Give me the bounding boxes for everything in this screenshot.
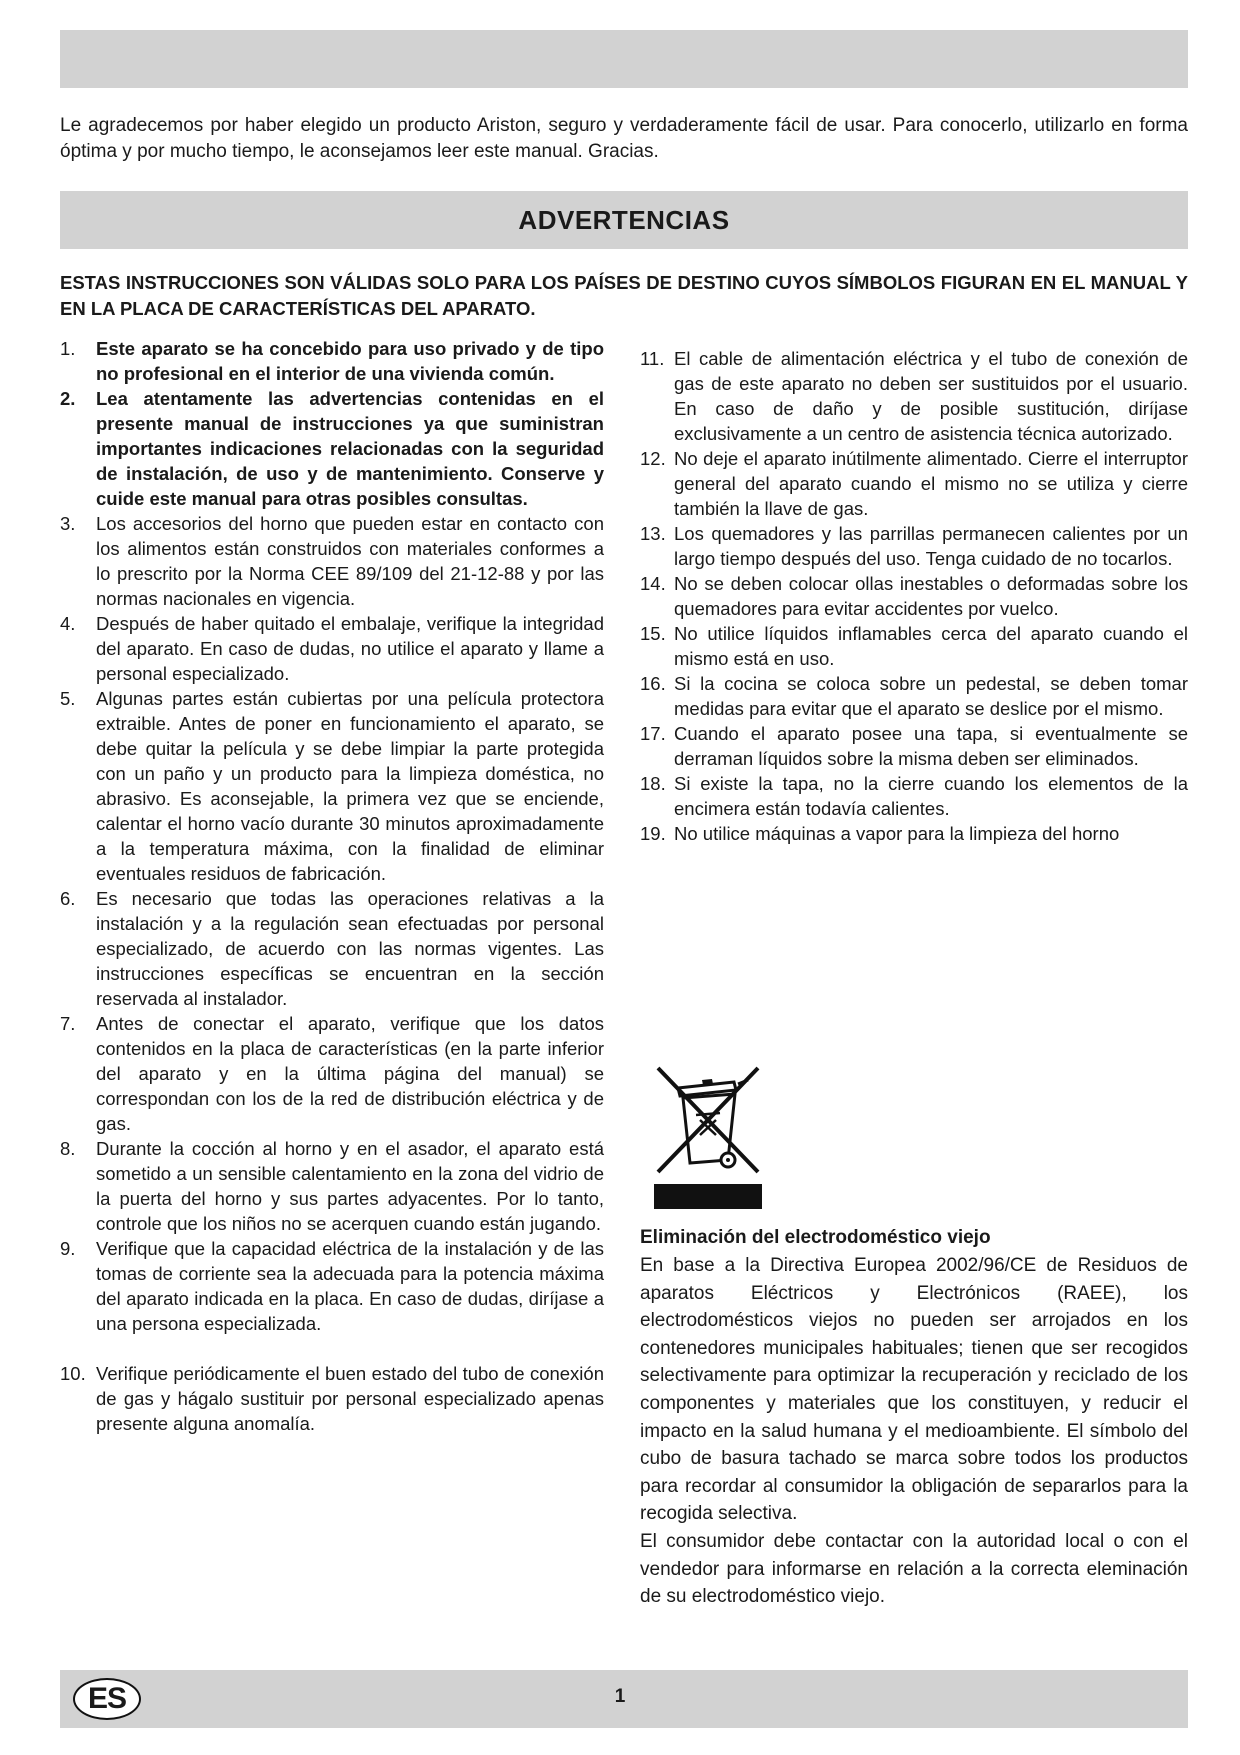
item-text: Antes de conectar el aparato, verifique que los datos contenidos en la placa de características (en la parte inferior del aparato y en la última página del manual) se correspondan con los de la red de distribución eléctrica y de gas. [96,1013,604,1134]
item-text: No utilice líquidos inflamables cerca del aparato cuando el mismo está en uso. [674,623,1188,669]
item-number: 12. [640,448,666,469]
warning-item [60,1136,604,1236]
item-number: 9. [60,1238,76,1259]
item-number: 14. [640,573,666,594]
item-number: 11. [640,348,665,369]
warning-item [640,571,1188,621]
item-text: Es necesario que todas las operaciones relativas a la instalación y a la regulación sean efectuadas por personal especializado, de acuerdo con las normas vigentes. Las instrucciones específicas se encuentran en la sección reservada al instalador. [96,888,604,1009]
warning-item [60,611,604,686]
section-title: ADVERTENCIAS [518,204,730,235]
warning-item [640,346,1188,446]
item-number: 16. [640,673,666,694]
warning-item [640,771,1188,821]
warning-item [60,886,604,1011]
language-badge: ES [73,1678,141,1720]
disposal-paragraph: En base a la Directiva Europea 2002/96/CE de Residuos de aparatos Eléctricos y Electrónicos (RAEE), los electrodomésticos viejos no pueden ser arrojados en los contenedores municipales habituales; tienen que ser recogidos selectivamente para optimizar la recuperación y reciclado de los componentes y materiales que los constituyen, y reducir el impacto en la salud humana y el medioambiente. El símbolo del cubo de basura tachado se marca sobre todos los productos para recordar al consumidor la obligación de separarlos para la recogida selectiva. [640,1255,1188,1525]
warning-item [60,336,604,386]
item-number: 8. [60,1138,76,1159]
item-number: 15. [640,623,666,644]
header-bar [60,30,1188,88]
item-number: 2. [60,388,76,409]
item-number: 17. [640,723,666,744]
disposal-text [640,1252,1188,1611]
item-number: 3. [60,513,76,534]
item-text: Si existe la tapa, no la cierre cuando los elementos de la encimera están todavía calientes. [674,773,1188,819]
warning-item [640,821,1188,846]
item-text: No se deben colocar ollas inestables o deformadas sobre los quemadores para evitar accidentes por vuelco. [674,573,1188,619]
item-text: Durante la cocción al horno y en el asador, el aparato está sometido a un sensible calentamiento en la zona del vidrio de la puerta del horno y sus partes adyacentes. Por lo tanto, controle que los niños no se acerquen cuando están jugando. [96,1138,604,1234]
item-text: Este aparato se ha concebido para uso privado y de tipo no profesional en el interior de una vivienda común. [96,338,604,384]
item-number: 4. [60,613,76,634]
item-number: 5. [60,688,76,709]
intro-text: Le agradecemos por haber elegido un producto Ariston, seguro y verdaderamente fácil de usar. Para conocerlo, utilizarlo en forma óptima y por mucho tiempo, le aconsejamos leer este manual. Gracias. [60,115,1188,162]
item-number: 1. [60,338,76,359]
item-text: Cuando el aparato posee una tapa, si eventualmente se derraman líquidos sobre la misma deben ser eliminados. [674,723,1188,769]
warning-item [60,1011,604,1136]
warning-item [640,521,1188,571]
item-number: 13. [640,523,666,544]
section-header [60,191,1188,249]
disposal-title: Eliminación del electrodoméstico viejo [640,1227,991,1248]
item-text: No deje el aparato inútilmente alimentado. Cierre el interruptor general del aparato cuando el mismo no se utiliza y cierre también la llave de gas. [674,448,1188,519]
warning-item [640,621,1188,671]
warning-item [60,686,604,886]
item-number: 7. [60,1013,76,1034]
item-text: Verifique periódicamente el buen estado del tubo de conexión de gas y hágalo sustituir por personal especializado apenas presente alguna anomalía. [96,1363,604,1434]
item-number: 6. [60,888,76,909]
warning-item [60,1361,604,1436]
warning-item [60,1236,604,1336]
validity-notice: ESTAS INSTRUCCIONES SON VÁLIDAS SOLO PARA LOS PAÍSES DE DESTINO CUYOS SÍMBOLOS FIGURAN EN EL MANUAL Y EN LA PLACA DE CARACTERÍSTICAS DEL APARATO. [60,272,1188,319]
warnings-right-column [640,346,1188,846]
page-number: 1 [614,1686,626,1707]
disposal-paragraph: El consumidor debe contactar con la autoridad local o con el vendedor para informarse en relación a la correcta eleminación de su electrodoméstico viejo. [640,1530,1188,1608]
item-number: 10. [60,1363,86,1384]
item-text: Los quemadores y las parrillas permanecen calientes por un largo tiempo después del uso. Tenga cuidado de no tocarlos. [674,523,1188,569]
item-text: El cable de alimentación eléctrica y el tubo de conexión de gas de este aparato no deben ser sustituidos por el usuario. En caso de daño y de posible sustitución, diríjase exclusivamente a un centro de asistencia técnica autorizado. [674,348,1188,444]
item-text: Verifique que la capacidad eléctrica de la instalación y de las tomas de corriente sea la adecuada para la potencia máxima del aparato indicada en la placa. En caso de dudas, diríjase a una persona especializada. [96,1238,604,1334]
item-text: No utilice máquinas a vapor para la limpieza del horno [674,823,1120,844]
item-text: Los accesorios del horno que pueden estar en contacto con los alimentos están construidos con materiales conformes a lo prescrito por la Norma CEE 89/109 del 21-12-88 y por las normas nacionales en vigencia. [96,513,604,609]
warning-item [640,721,1188,771]
warning-item [640,671,1188,721]
item-text: Si la cocina se coloca sobre un pedestal, se deben tomar medidas para evitar que el aparato se deslice por el mismo. [674,673,1188,719]
item-text: Algunas partes están cubiertas por una película protectora extraible. Antes de poner en funcionamiento el aparato, se debe quitar la película y se debe limpiar la parte protegida con un paño y un producto para la limpieza doméstica, no abrasivo. Es aconsejable, la primera vez que se enciende, calentar el horno vacío durante 30 minutos aproximadamente a la temperatura máxima, con la finalidad de eliminar eventuales residuos de fabricación. [96,688,604,884]
item-text: Lea atentamente las advertencias contenidas en el presente manual de instrucciones ya que suministran importantes indicaciones relacionadas con la seguridad de instalación, de uso y de mantenimiento. Conserve y cuide este manual para otras posibles consultas. [96,388,604,509]
warning-item [640,446,1188,521]
item-number: 19. [640,823,666,844]
item-number: 18. [640,773,666,794]
warning-item [60,386,604,511]
warnings-left-column [60,336,604,1436]
item-text: Después de haber quitado el embalaje, verifique la integridad del aparato. En caso de dudas, no utilice el aparato y llame a personal especializado. [96,613,604,684]
warning-item [60,511,604,611]
crossed-out-wheelie-bin-icon [650,1060,766,1210]
